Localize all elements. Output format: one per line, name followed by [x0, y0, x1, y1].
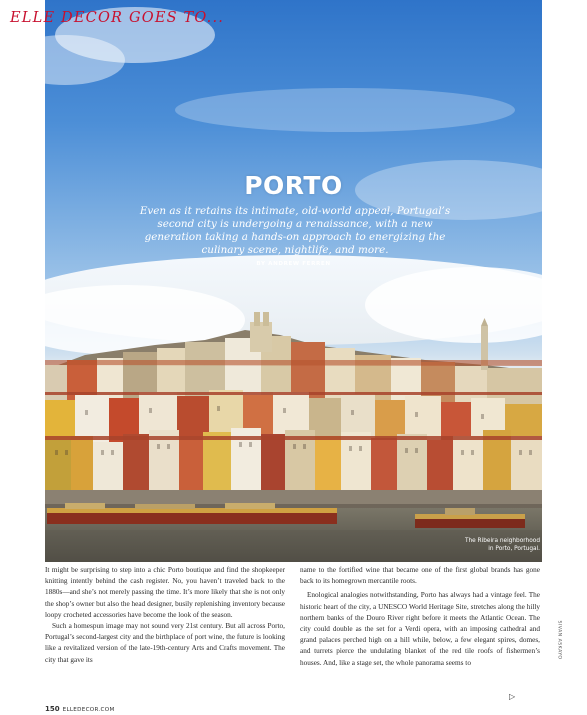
- footer-site: ELLEDECOR.COM: [62, 707, 115, 713]
- photo-credit-text: SIVAN ASKAYO: [556, 620, 562, 660]
- page-number: 150: [45, 705, 60, 713]
- article-title: PORTO: [244, 171, 343, 200]
- byline: BY ANDREW FERREN: [256, 261, 331, 267]
- photo-credit: [553, 600, 565, 680]
- body-column-left: [45, 565, 285, 666]
- porto-cityscape-illustration: [45, 0, 542, 562]
- photo-caption: [432, 537, 540, 553]
- caption-line-2: in Porto, Portugal.: [488, 546, 540, 552]
- body-paragraph: name to the fortified wine that became one of the first global brands has gone back to its homegrown mercantile roots.: [300, 566, 540, 586]
- triangle-right-icon: ▷: [509, 692, 516, 701]
- body-paragraph: Enological analogies notwithstanding, Porto has always had a vintage feel. The historic heart of the city, a UNESCO World Heritage Site, stretches along the hilly northern banks of the Douro River right before it meets the Atlantic Ocean. The city could double as the set for a Verdi opera, with an imposing cathedral and grand palaces perched high on a hill while, below, a few elegant spires, domes, and turrets pierce the undulating blanket of the red tile roofs of fishermen’s houses. And, like a stage set, the whole panorama seems to: [300, 591, 540, 667]
- body-paragraph: Such a homespun image may not sound very 21st century. But all across Porto, Portugal’s second-largest city and the birthplace of port wine, the future is looking like a revitalized version of the late-19th-century Arts and Crafts movement. The city that gave its: [45, 622, 285, 664]
- body-column-right: [300, 565, 540, 669]
- page-footer: [45, 696, 115, 715]
- article-dek: Even as it retains its intimate, old-world appeal, Portugal’s second city is undergoing a renaissance, with a new generation taking a hands-on approach to energizing the culinary scene, nightlife, and more.: [139, 205, 451, 256]
- hero-photo: [45, 0, 542, 562]
- section-kicker: ELLE DECOR GOES TO...: [10, 10, 225, 26]
- body-paragraph: It might be surprising to step into a chic Porto boutique and find the shopkeeper knitting intently behind the cash register. No, you haven’t traveled back to the 1880s—and she’s not merely passing the time. It’s more likely that she is not only the shop’s owner but also the head designer, busily replenishing inventory because loopy crocheted accessories have become the look of the season.: [45, 566, 285, 619]
- caption-line-1: The Ribeira neighborhood: [464, 538, 540, 544]
